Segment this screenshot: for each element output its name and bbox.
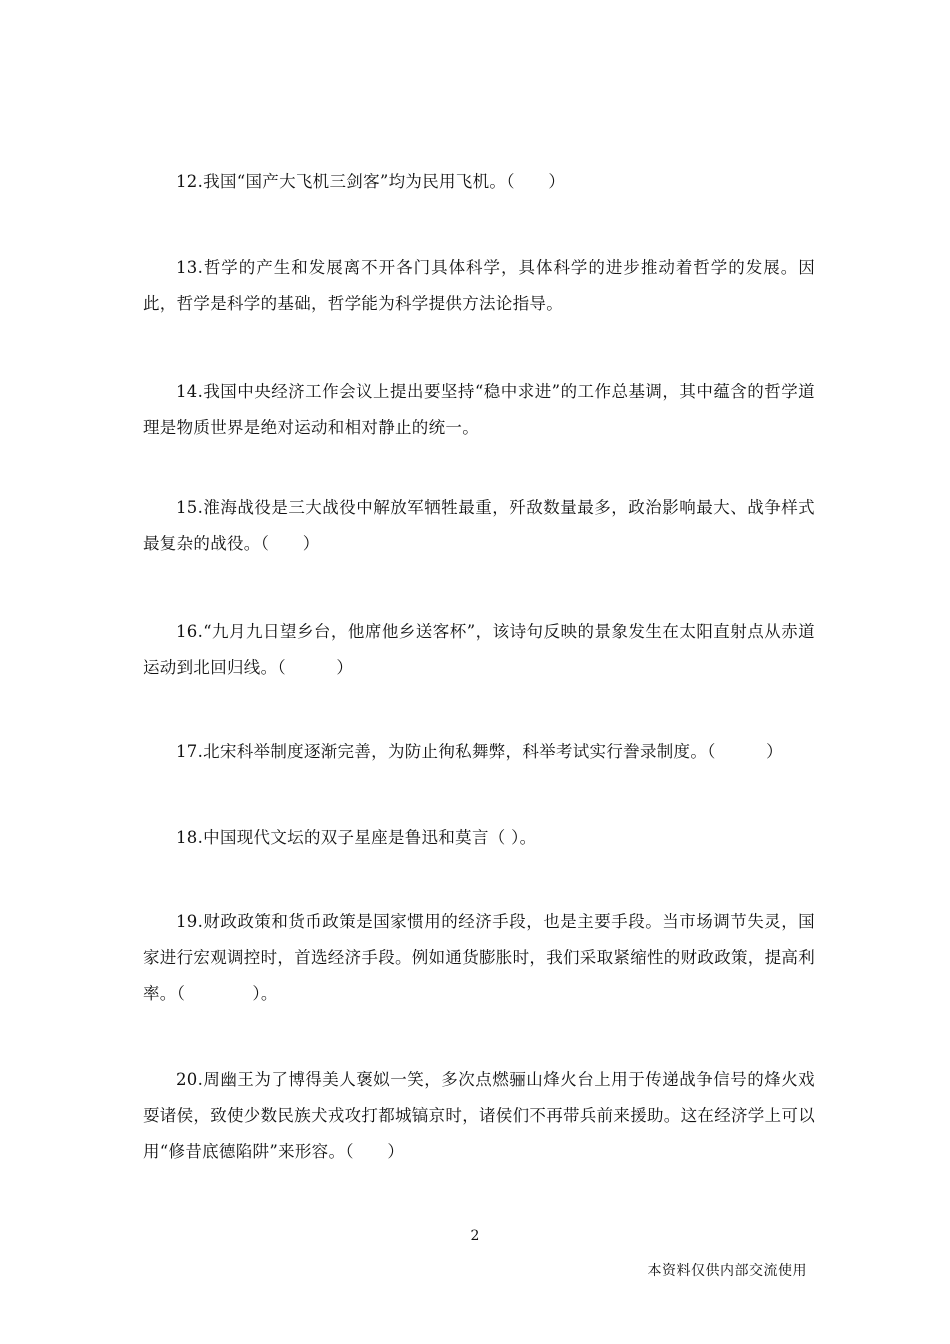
question-13: 13.哲学的产生和发展离不开各门具体科学，具体科学的进步推动着哲学的发展。因此，哲学是科学的基础，哲学能为科学提供方法论指导。 xyxy=(143,258,815,313)
question-14: 14.我国中央经济工作会议上提出要坚持“稳中求进”的工作总基调，其中蕴含的哲学道理是物质世界是绝对运动和相对静止的统一。 xyxy=(143,382,815,437)
question-18: 18.中国现代文坛的双子星座是鲁迅和莫言（ ）。 xyxy=(176,828,537,847)
question-20: 20.周幽王为了博得美人褒姒一笑，多次点燃骊山烽火台上用于传递战争信号的烽火戏耍诸侯，致使少数民族犬戎攻打都城镐京时，诸侯们不再带兵前来援助。这在经济学上可以用“修昔底德陷阱”来形容。（ ） xyxy=(143,1070,815,1161)
question-17: 17.北宋科举制度逐渐完善，为防止徇私舞弊，科举考试实行誊录制度。（ ） xyxy=(176,742,783,761)
footer-note: 本资料仅供内部交流使用 xyxy=(647,1263,807,1279)
question-12: 12.我国“国产大飞机三剑客”均为民用飞机。（ ） xyxy=(176,172,566,191)
question-19: 19.财政政策和货币政策是国家惯用的经济手段，也是主要手段。当市场调节失灵，国家进行宏观调控时，首选经济手段。例如通货膨胀时，我们采取紧缩性的财政政策，提高利率。（ ）。 xyxy=(143,912,815,1003)
question-16: 16.“九月九日望乡台，他席他乡送客杯”，该诗句反映的景象发生在太阳直射点从赤道运动到北回归线。（ ） xyxy=(143,622,815,677)
question-15: 15.淮海战役是三大战役中解放军牺牲最重，歼敌数量最多，政治影响最大、战争样式最复杂的战役。（ ） xyxy=(143,498,815,553)
page-number: 2 xyxy=(470,1228,480,1244)
